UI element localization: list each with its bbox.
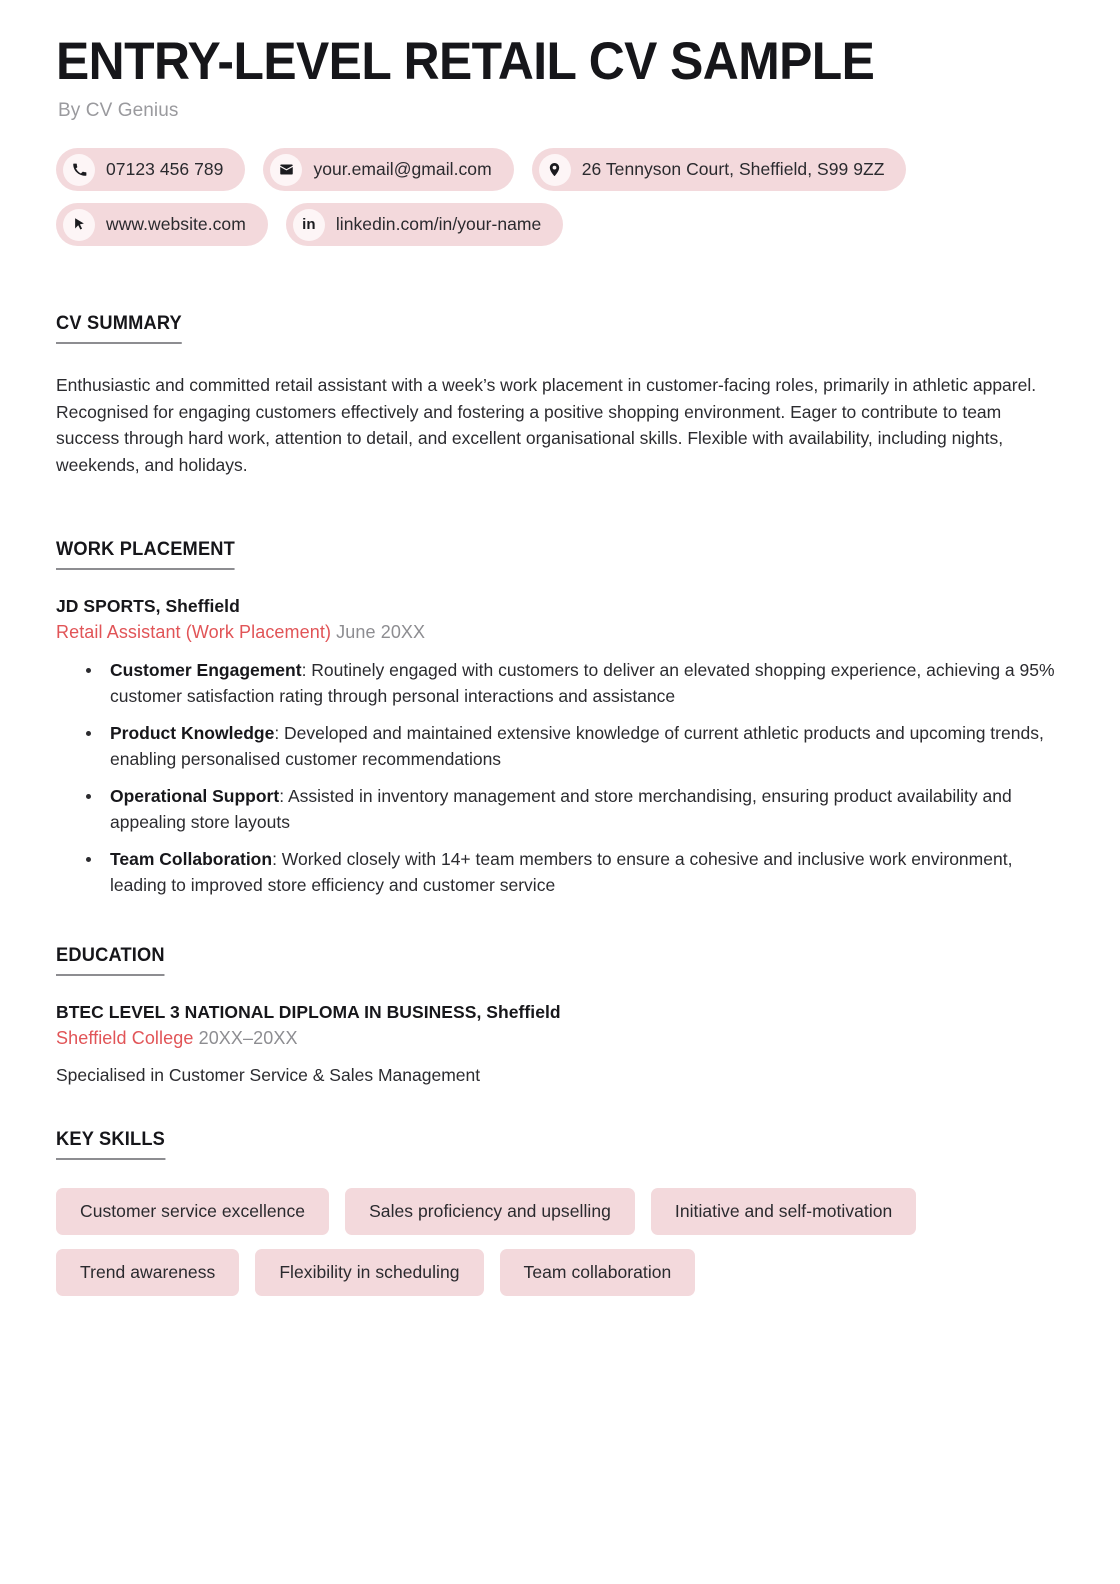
education-school: Sheffield College: [56, 1028, 194, 1049]
bullet-text: : Developed and maintained extensive knowledge of current athletic products and upcoming trends, enabling personalised customer recommendations: [110, 722, 1044, 770]
bullet-text: : Worked closely with 14+ team members to ensure a cohesive and inclusive work environment, leading to improved store efficiency and customer service: [110, 848, 1013, 895]
spacer-summary: [56, 258, 1064, 314]
job-entry: [56, 596, 1064, 898]
contact-email[interactable]: [263, 148, 513, 191]
contact-linkedin[interactable]: [286, 203, 564, 246]
skills-list: [56, 1188, 986, 1296]
work-heading: WORK PLACEMENT: [56, 540, 235, 570]
bullet-lead: Team Collaboration: [110, 848, 273, 869]
job-bullet: [108, 783, 1064, 836]
job-bullet: [108, 657, 1064, 710]
contact-website-label: www.website.com: [106, 214, 246, 235]
contact-linkedin-label: linkedin.com/in/your-name: [335, 214, 542, 235]
skill-pill: Trend awareness: [56, 1249, 239, 1296]
spacer-work: [56, 496, 1064, 540]
section-key-skills: [56, 1130, 1064, 1296]
section-work-placement: [56, 540, 1064, 898]
byline: By CV Genius: [58, 100, 179, 122]
bullet-text: : Routinely engaged with customers to deliver an elevated shopping experience, achieving a 95% customer satisfaction rating through personal interactions and assistance: [110, 660, 1055, 707]
skill-pill: Team collaboration: [500, 1249, 696, 1296]
education-note: Specialised in Customer Service & Sales Management: [56, 1065, 481, 1086]
skill-pill: Customer service excellence: [56, 1188, 329, 1235]
contact-details: [56, 148, 1064, 246]
skill-pill: Initiative and self-motivation: [651, 1188, 916, 1235]
contact-row-1: [56, 148, 1064, 191]
spacer-education: [56, 898, 1064, 946]
work-heading-wrap: [56, 540, 1064, 570]
skills-heading-wrap: [56, 1130, 1064, 1160]
section-summary: [56, 314, 1064, 478]
map-pin-icon: [539, 154, 571, 186]
contact-phone[interactable]: [56, 148, 245, 191]
contact-phone-label: 07123 456 789: [106, 159, 224, 180]
skills-heading: KEY SKILLS: [56, 1130, 165, 1160]
summary-heading: CV SUMMARY: [56, 314, 182, 344]
education-heading: EDUCATION: [56, 946, 165, 976]
job-bullet: [108, 846, 1064, 899]
section-education: [56, 946, 1064, 1086]
page-title: ENTRY-LEVEL RETAIL CV SAMPLE: [56, 32, 875, 91]
education-degree: BTEC LEVEL 3 NATIONAL DIPLOMA IN BUSINESS, Sheffield: [56, 1002, 561, 1023]
job-title: Retail Assistant (Work Placement): [56, 622, 332, 643]
job-subline: [56, 622, 1064, 643]
bullet-text: : Assisted in inventory management and store merchandising, ensuring product availability and appealing store layouts: [110, 785, 1012, 833]
bullet-lead: Operational Support: [110, 785, 280, 806]
job-bullet-list: [56, 657, 1064, 898]
skill-pill: Sales proficiency and upselling: [345, 1188, 635, 1235]
bullet-lead: Customer Engagement: [110, 660, 302, 681]
skill-pill: Flexibility in scheduling: [255, 1249, 483, 1296]
education-dates: 20XX–20XX: [198, 1028, 298, 1049]
job-bullet: [108, 720, 1064, 773]
contact-row-2: [56, 203, 1064, 246]
summary-heading-wrap: [56, 314, 1064, 344]
phone-icon: [63, 154, 95, 186]
contact-website[interactable]: [56, 203, 268, 246]
bullet-lead: Product Knowledge: [110, 722, 275, 743]
linkedin-icon: in: [293, 209, 325, 241]
spacer-skills: [56, 1086, 1064, 1130]
education-entry: [56, 1002, 1064, 1086]
education-heading-wrap: [56, 946, 1064, 976]
contact-address-label: 26 Tennyson Court, Sheffield, S99 9ZZ: [581, 159, 885, 180]
contact-email-label: your.email@gmail.com: [313, 159, 492, 180]
job-dates: June 20XX: [336, 622, 426, 643]
envelope-icon: [270, 154, 302, 186]
contact-address[interactable]: [532, 148, 907, 191]
cursor-icon: [63, 209, 95, 241]
summary-text: Enthusiastic and committed retail assistant with a week’s work placement in customer-facing roles, primarily in athletic apparel. Recognised for engaging customers effectively and fostering a positive shopping environment. Eager to contribute to team success through hard work, attention to detail, and excellent organisational skills. Flexible with availability, including nights, weekends, and holidays.: [56, 375, 1037, 475]
job-employer: JD SPORTS, Sheffield: [56, 596, 240, 617]
education-subline: [56, 1028, 1064, 1049]
